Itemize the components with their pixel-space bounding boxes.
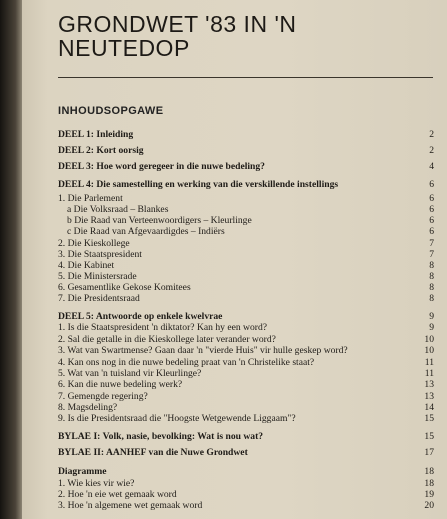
toc-entry-page: 2 [429, 145, 434, 156]
toc-entry-page: 19 [424, 489, 434, 500]
page-gutter-shadow [0, 0, 22, 519]
toc-entry-page: 6 [429, 204, 434, 215]
toc-entry-page: 8 [429, 260, 434, 271]
toc-entry [58, 379, 434, 391]
toc-entry-title: Diagramme [58, 466, 107, 477]
toc-entry-title: 6. Gesamentlike Gekose Komitees [58, 282, 191, 293]
toc-heading: INHOUDSOPGAWE [58, 105, 164, 117]
toc-entry-title: 1. Wie kies vir wie? [58, 478, 135, 489]
toc-entry [58, 431, 434, 443]
toc-entry [58, 466, 434, 478]
toc-entry [58, 500, 434, 512]
toc-entry-page: 18 [424, 466, 434, 477]
toc-entry-title: 2. Die Kieskollege [58, 238, 130, 249]
document-title [58, 12, 296, 60]
toc-entry-title: a Die Volksraad – Blankes [67, 204, 169, 215]
toc-entry-page: 18 [424, 478, 434, 489]
toc-entry-page: 2 [429, 129, 434, 140]
toc-entry-page: 15 [424, 431, 434, 442]
toc-entry-title: 5. Die Ministersrade [58, 271, 137, 282]
toc-entry [58, 447, 434, 459]
toc-entry-title: 4. Die Kabinet [58, 260, 115, 271]
toc-entry [58, 226, 434, 238]
toc-entry-page: 17 [424, 447, 434, 458]
document-page [22, 0, 447, 519]
toc-entry-title: BYLAE II: AANHEF van die Nuwe Grondwet [58, 447, 248, 458]
toc-entry-page: 15 [424, 413, 434, 424]
toc-entry [58, 179, 434, 191]
toc-entry-title: 1. Is die Staatspresident 'n diktator? Kan hy een word? [58, 322, 268, 333]
toc-entry-title: b Die Raad van Verteenwoordigers – Kleurlinge [67, 215, 252, 226]
title-line-2: NEUTEDOP [58, 35, 190, 61]
toc-entry-title: 7. Die Presidentsraad [58, 293, 140, 304]
toc-entry [58, 322, 434, 334]
toc-entry-title: 8. Magsdeling? [58, 402, 118, 413]
toc-entry-page: 13 [424, 391, 434, 402]
toc-entry [58, 293, 434, 305]
toc-entry-title: 6. Kan die nuwe bedeling werk? [58, 379, 183, 390]
toc-entry [58, 161, 434, 173]
toc-entry-title: 5. Wat van 'n tuisland vir Kleurlinge? [58, 368, 202, 379]
title-line-1: GRONDWET '83 IN 'N [58, 11, 297, 37]
toc-entry-title: 9. Is die Presidentsraad die "Hoogste Wetgewende Liggaam"? [58, 413, 296, 424]
toc-entry-title: DEEL 1: Inleiding [58, 129, 134, 140]
toc-entry [58, 145, 434, 157]
toc-entry-title: 3. Hoe 'n algemene wet gemaak word [58, 500, 203, 511]
toc-entry-page: 6 [429, 215, 434, 226]
toc-entry-title: 1. Die Parlement [58, 193, 123, 204]
toc-entry-page: 14 [424, 402, 434, 413]
toc-entry-page: 20 [424, 500, 434, 511]
toc-entry-title: c Die Raad van Afgevaardigdes – Indiërs [67, 226, 225, 237]
toc-entry-page: 8 [429, 271, 434, 282]
toc-entry-page: 9 [429, 322, 434, 333]
toc-entry-page: 11 [424, 368, 434, 379]
toc-entry-title: BYLAE I: Volk, nasie, bevolking: Wat is nou wat? [58, 431, 264, 442]
toc-entry [58, 129, 434, 141]
toc-entry-page: 11 [424, 357, 434, 368]
toc-entry [58, 413, 434, 425]
toc-entry-page: 7 [429, 238, 434, 249]
toc-entry-page: 7 [429, 249, 434, 260]
toc-entry-title: 2. Sal die getalle in die Kieskollege later verander word? [58, 334, 276, 345]
title-divider [58, 77, 433, 78]
toc-entry-page: 10 [424, 334, 434, 345]
toc-entry-title: DEEL 4: Die samestelling en werking van die verskillende instellings [58, 179, 339, 190]
toc-entry-page: 4 [429, 161, 434, 172]
toc-entry-title: DEEL 3: Hoe word geregeer in die nuwe bedeling? [58, 161, 265, 172]
toc-entry-page: 6 [429, 226, 434, 237]
toc-entry-title: 4. Kan ons nog in die nuwe bedeling praat van 'n Christelike staat? [58, 357, 315, 368]
toc-entry-page: 6 [429, 179, 434, 190]
toc-entry-page: 8 [429, 293, 434, 304]
toc-entry-title: 2. Hoe 'n eie wet gemaak word [58, 489, 177, 500]
toc-entry-page: 10 [424, 345, 434, 356]
toc-entry-title: DEEL 2: Kort oorsig [58, 145, 144, 156]
toc-entry-page: 13 [424, 379, 434, 390]
toc-entry-page: 9 [429, 311, 434, 322]
toc-entry-title: 3. Wat van Swartmense? Gaan daar 'n "vierde Huis" vir hulle geskep word? [58, 345, 348, 356]
toc-entry-title: 7. Gemengde regering? [58, 391, 148, 402]
toc-entry [58, 345, 434, 357]
toc-entry-title: DEEL 5: Antwoorde op enkele kwelvrae [58, 311, 223, 322]
toc-entry-page: 8 [429, 282, 434, 293]
toc-entry-page: 6 [429, 193, 434, 204]
toc-entry-title: 3. Die Staatspresident [58, 249, 142, 260]
